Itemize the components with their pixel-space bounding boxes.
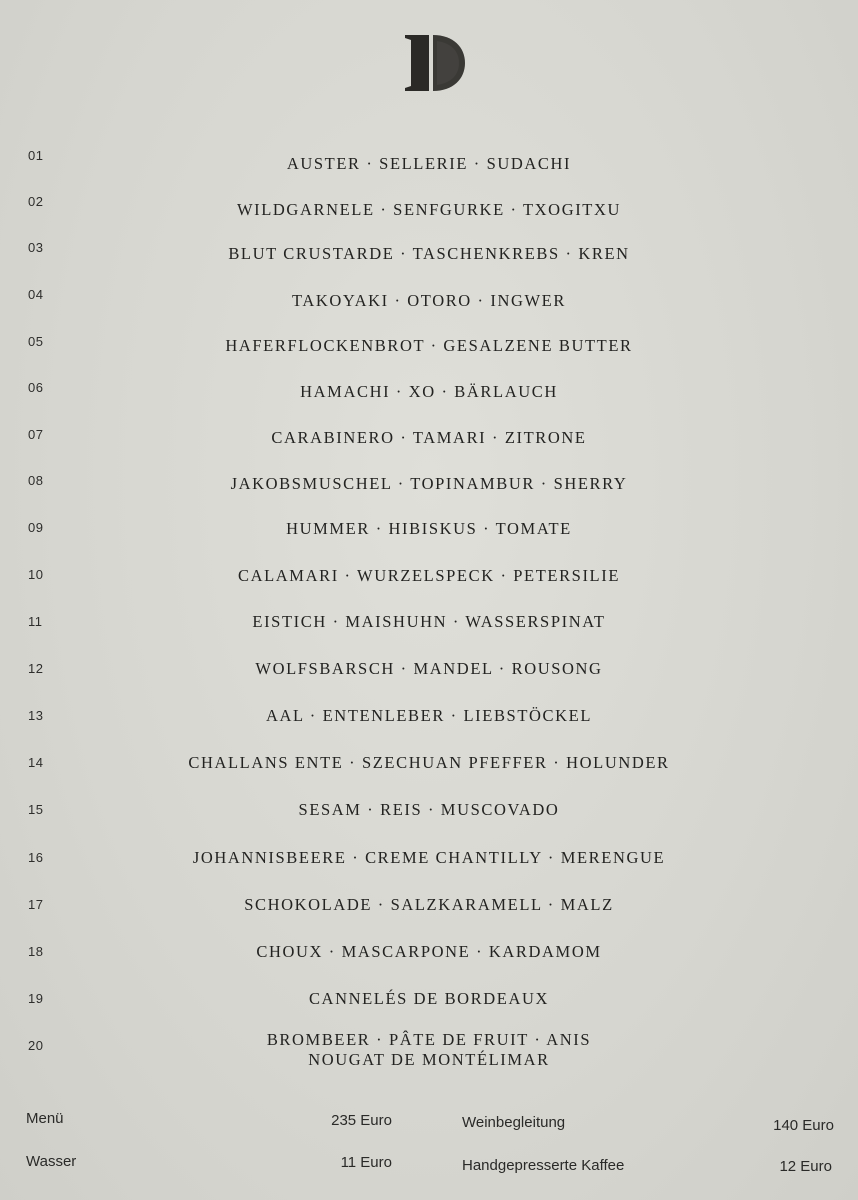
- course-number: 07: [28, 427, 44, 442]
- course-text: WOLFSBARSCH · MANDEL · ROUSONG: [255, 659, 603, 678]
- course-number: 18: [28, 944, 44, 959]
- course-number: 15: [28, 802, 44, 817]
- course-number: 01: [28, 148, 44, 163]
- menu-price-value: 235 Euro: [331, 1112, 392, 1129]
- water-price-value: 11 Euro: [340, 1154, 392, 1171]
- course-text: SESAM · REIS · MUSCOVADO: [298, 800, 560, 819]
- course-text: SCHOKOLADE · SALZKARAMELL · MALZ: [244, 895, 614, 914]
- coffee-price-label: Handgepresserte Kaffee: [462, 1157, 625, 1174]
- course-number: 19: [28, 991, 44, 1006]
- course-text: CANNELÉS DE BORDEAUX: [308, 989, 550, 1008]
- course-text: CALAMARI · WURZELSPECK · PETERSILIE: [237, 566, 621, 585]
- course-text: JOHANNISBEERE · CREME CHANTILLY · MERENGUE: [192, 848, 666, 867]
- course-number: 08: [28, 473, 44, 488]
- course-text: JAKOBSMUSCHEL · TOPINAMBUR · SHERRY: [230, 474, 628, 493]
- course-number: 17: [28, 897, 44, 912]
- half-circle-d-logo-icon: [403, 33, 467, 93]
- course-text-second-line: NOUGAT DE MONTÉLIMAR: [308, 1050, 550, 1069]
- course-text: WILDGARNELE · SENFGURKE · TXOGITXU: [236, 200, 622, 219]
- course-number: 04: [28, 287, 44, 302]
- course-number: 13: [28, 708, 44, 723]
- course-number: 20: [28, 1038, 44, 1053]
- course-number: 03: [28, 240, 44, 255]
- course-number: 09: [28, 520, 44, 535]
- course-number: 16: [28, 850, 44, 865]
- wine-pairing-value: 140 Euro: [773, 1117, 834, 1134]
- course-text: CARABINERO · TAMARI · ZITRONE: [271, 428, 587, 447]
- course-number: 10: [28, 567, 44, 582]
- course-number: 02: [28, 194, 44, 209]
- course-text: BLUT CRUSTARDE · TASCHENKREBS · KREN: [228, 244, 630, 263]
- coffee-price-value: 12 Euro: [779, 1158, 832, 1175]
- menu-price-label: Menü: [26, 1110, 64, 1127]
- course-text: EISTICH · MAISHUHN · WASSERSPINAT: [252, 612, 606, 631]
- course-text: CHALLANS ENTE · SZECHUAN PFEFFER · HOLUNDER: [188, 753, 670, 772]
- course-number: 06: [28, 380, 44, 395]
- course-text: AAL · ENTENLEBER · LIEBSTÖCKEL: [265, 706, 592, 725]
- course-number: 12: [28, 661, 44, 676]
- wine-pairing-label: Weinbegleitung: [462, 1114, 566, 1131]
- water-price-label: Wasser: [26, 1153, 77, 1170]
- course-number: 05: [28, 334, 44, 349]
- course-text: HUMMER · HIBISKUS · TOMATE: [286, 519, 572, 538]
- course-number: 14: [28, 755, 44, 770]
- course-text: HAFERFLOCKENBROT · GESALZENE BUTTER: [225, 336, 633, 355]
- course-text: BROMBEER · PÂTE DE FRUIT · ANIS: [266, 1030, 592, 1049]
- course-text: CHOUX · MASCARPONE · KARDAMOM: [256, 942, 602, 961]
- course-text: AUSTER · SELLERIE · SUDACHI: [286, 154, 572, 173]
- course-text: HAMACHI · XO · BÄRLAUCH: [300, 382, 558, 401]
- course-text: TAKOYAKI · OTORO · INGWER: [292, 291, 566, 310]
- course-number: 11: [28, 614, 43, 629]
